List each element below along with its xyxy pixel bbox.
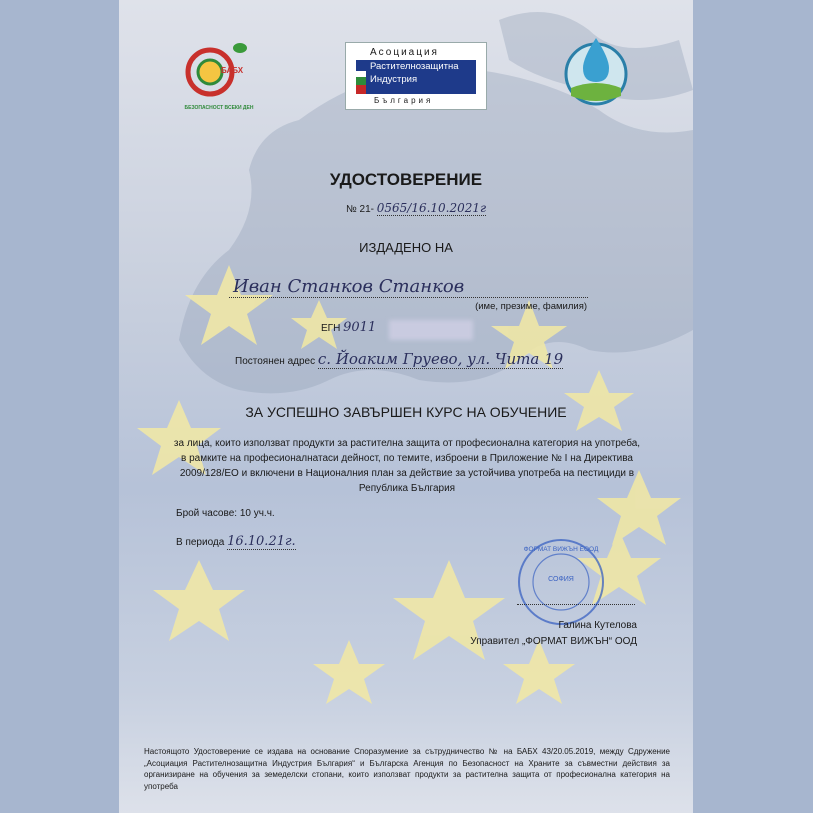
- recipient-name: Иван Станков Станков: [229, 276, 588, 298]
- official-stamp: [515, 536, 607, 628]
- address-value: с. Йоаким Груево, ул. Чита 19: [317, 350, 564, 368]
- europe-map-shape: [179, 69, 693, 394]
- water-drop-logo: [561, 28, 631, 113]
- stamp-text: ФОРМАТ ВИЖЪН ЕООД: [523, 546, 599, 553]
- signature-line: [517, 604, 635, 605]
- number-label: № 21-: [346, 204, 374, 215]
- water-drop-icon: [561, 28, 631, 108]
- association-line4: България: [374, 96, 434, 105]
- address-row: [235, 350, 575, 368]
- certificate-title: УДОСТОВЕРЕНИЕ: [329, 170, 483, 189]
- period-value: 16.10.21г.: [227, 534, 296, 549]
- babh-logo: [179, 38, 259, 111]
- egn-label: ЕГН: [321, 323, 341, 334]
- association-line2: Растителнозащитна: [370, 61, 459, 72]
- babh-motto: БЕЗОПАСНОСТ ВСЕКИ ДЕН: [184, 105, 254, 111]
- period-row: [176, 534, 326, 549]
- babh-emblem-icon: [184, 38, 254, 100]
- egn-redaction: [389, 320, 473, 340]
- signatory-title: Управител „ФОРМАТ ВИЖЪН“ ООД: [470, 636, 637, 647]
- hours-text: Брой часове: 10 уч.ч.: [176, 508, 275, 519]
- star: [313, 640, 385, 704]
- egn-value: 9011: [343, 320, 377, 335]
- babh-logo-text: БАБХ: [221, 66, 244, 75]
- star: [564, 370, 634, 431]
- name-caption: (име, презиме, фамилия): [475, 301, 587, 312]
- signatory-name: Галина Кутелова: [558, 620, 637, 631]
- address-label: Постоянен адрес: [235, 356, 316, 367]
- association-line1: Асоциация: [370, 47, 439, 58]
- egn-row: [321, 320, 376, 335]
- stamp-city: СОФИЯ: [548, 576, 574, 583]
- course-description: за лица, които използват продукти за растителна защита от професионална категория на употреба, в рамките на професионалнатаси дейност, по темите, изброени в Приложение № I на Директива 2009/128/ЕО и включени в Националния план за действие за устойчива употреба на пестициди в Република България: [173, 438, 641, 494]
- footer-text: Настоящото Удостоверение се издава на основание Споразумение за сътрудничество № на БАБХ 43/20.05.2019, между Сдружение „Асоциация Растителнозащитна Индустрия България“ и Българска Агенция по Безопасност на Храните за съвместни действия за организиране на обучения за земеделски стопани, които използват продукти за растителна защита от професионална категория на употреба: [144, 747, 670, 791]
- period-label: В периода: [176, 537, 225, 548]
- certificate-page: [119, 0, 693, 813]
- issued-to-heading: ИЗДАДЕНО НА: [359, 240, 453, 255]
- certificate-number: [346, 201, 486, 215]
- association-logo: [345, 42, 487, 110]
- course-heading: ЗА УСПЕШНО ЗАВЪРШЕН КУРС НА ОБУЧЕНИЕ: [245, 404, 567, 420]
- association-line3: Индустрия: [370, 74, 418, 85]
- number-value: 0565/16.10.2021г: [376, 201, 487, 215]
- star: [503, 640, 575, 704]
